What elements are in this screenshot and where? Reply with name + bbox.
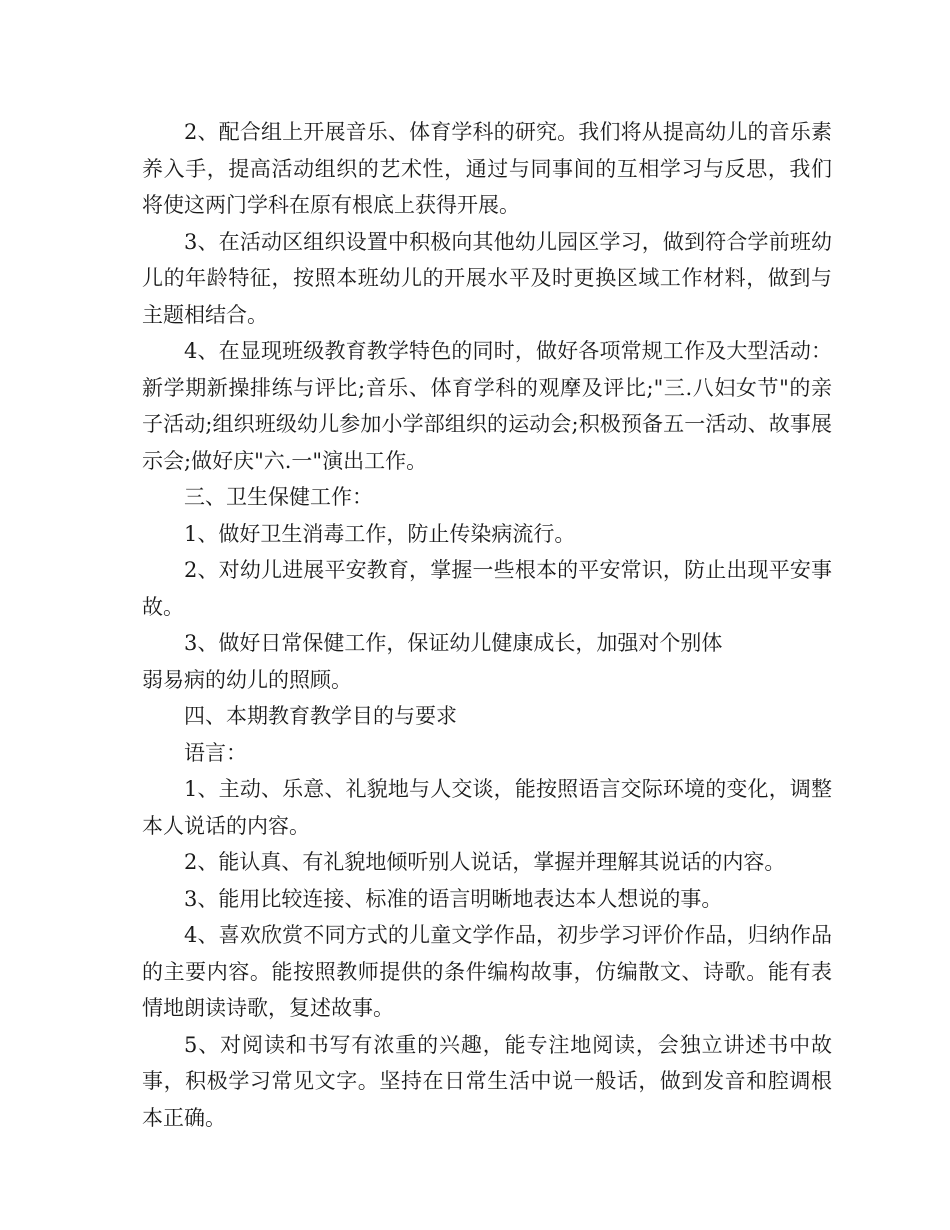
section-heading-health: 三、卫生保健工作： [184, 485, 373, 509]
paragraph-language-goal-5: 5、对阅读和书写有浓重的兴趣，能专注地阅读，会独立讲述书中故事，积极学习常见文字。坚持在日常生活中说一般话，做到发音和腔调根本正确。 [142, 1032, 832, 1130]
paragraph-disinfection: 1、做好卫生消毒工作，防止传染病流行。 [184, 521, 576, 546]
paragraph-language-goal-2: 2、能认真、有礼貌地倾听别人说话，掌握并理解其说话的内容。 [184, 850, 786, 874]
paragraph-activity-areas: 3、在活动区组织设置中积极向其他幼儿园区学习，做到符合学前班幼儿的年龄特征，按照本班幼儿的开展水平及时更换区域工作材料，做到与主题相结合。 [142, 229, 832, 327]
section-heading-goals: 四、本期教育教学目的与要求 [184, 704, 457, 728]
subheading-language: 语言： [184, 740, 247, 765]
paragraph-language-goal-4: 4、喜欢欣赏不同方式的儿童文学作品，初步学习评价作品，归纳作品的主要内容。能按照教师提供的条件编构故事，仿编散文、诗歌。能有表情地朗读诗歌，复述故事。 [142, 923, 832, 1020]
paragraph-health-care: 3、做好日常保健工作，保证幼儿健康成长，加强对个别体 [184, 631, 723, 655]
document-body [142, 114, 832, 1136]
paragraph-language-goal-1: 1、主动、乐意、礼貌地与人交谈，能按照语言交际环境的变化，调整本人说话的内容。 [142, 777, 832, 838]
paragraph-language-goal-3: 3、能用比较连接、标准的语言明晰地表达本人想说的事。 [184, 886, 723, 911]
paragraph-routine-events: 4、在显现班级教育教学特色的同时，做好各项常规工作及大型活动：新学期新操排练与评比;音乐、体育学科的观摩及评比;"三.八妇女节"的亲子活动;组织班级幼儿参加小学部组织的运动会;积极预备五一活动、故事展示会;做好庆"六.一"演出工作。 [142, 339, 832, 473]
paragraph-safety-education: 2、对幼儿进展平安教育，掌握一些根本的平安常识，防止出现平安事故。 [142, 558, 832, 619]
paragraph-health-care-continued: 弱易病的幼儿的照顾。 [142, 667, 352, 692]
paragraph-music-pe-research: 2、配合组上开展音乐、体育学科的研究。我们将从提高幼儿的音乐素养入手，提高活动组织的艺术性，通过与同事间的互相学习与反思，我们将使这两门学科在原有根底上获得开展。 [142, 120, 832, 217]
